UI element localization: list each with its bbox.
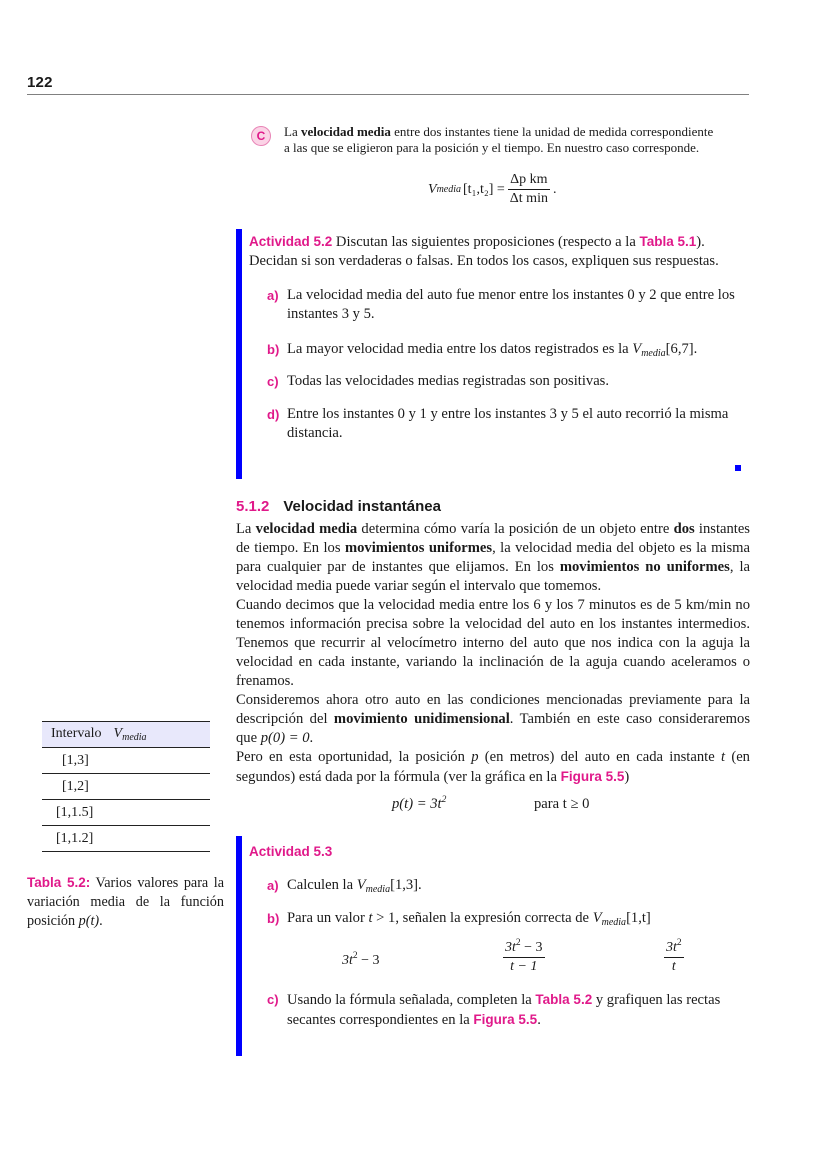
formula-condition: para t ≥ 0: [534, 796, 590, 812]
table-row: [1,2]: [42, 774, 210, 800]
activity-5-2-bar: [236, 229, 242, 479]
table-row: [1,1.5]: [42, 800, 210, 826]
position-formula: $p(t) = 3t^2$: [392, 795, 447, 812]
note-text: La velocidad media entre dos instantes tiene la unidad de medida correspondiente a las que se eligieron para la posición y el tiempo. En nuestro caso corresponde.: [284, 124, 714, 155]
section-paragraph-3: Consideremos ahora otro auto en las condiciones mencionadas previamente para la descripción del movimiento unidimensional. También en este caso consideraremos que p(0) = 0.: [236, 692, 750, 746]
table-row: [1,1.2]: [42, 826, 210, 852]
activity-5-2-item-b: b) La mayor velocidad media entre los datos registrados es la $V_{media}[6,7]$.: [267, 341, 698, 359]
activity-5-3-item-b: b) Para un valor t > 1, señalen la expresión correcta de $V_{media}[1,t]$: [267, 910, 651, 928]
activity-5-2-item-a: a) La velocidad media del auto fue menor entre los instantes 0 y 2 que entre los instantes 3 y 5.: [267, 287, 735, 322]
table-5-2: [42, 721, 210, 852]
header-rule: [27, 94, 749, 95]
header-intervalo: Intervalo $V_{media}$: [42, 722, 210, 748]
table-header-row: [42, 722, 210, 748]
note-c-icon: C: [251, 126, 271, 146]
table-5-2-caption: Tabla 5.2: Varios valores para la variación media de la función posición p(t).: [27, 875, 224, 929]
tabla-5-1-link[interactable]: Tabla 5.1: [639, 234, 697, 249]
activity-5-3-title: Actividad 5.3: [249, 844, 333, 859]
option-expression-3: $\frac{3t^2}{t}$: [666, 938, 682, 974]
section-heading: 5.1.2 Velocidad instantánea: [236, 498, 441, 515]
activity-5-2-item-d: d) Entre los instantes 0 y 1 y entre los instantes 3 y 5 el auto recorrió la misma distancia.: [267, 406, 729, 441]
option-expression-2: $\frac{3t^2 - 3}{t - 1}$: [505, 938, 543, 974]
tabla-5-2-link[interactable]: Tabla 5.2: [535, 992, 593, 1007]
figura-5-5-link[interactable]: Figura 5.5: [560, 769, 625, 784]
activity-5-3-bar: [236, 836, 242, 1056]
section-paragraph-1: La velocidad media determina cómo varía la posición de un objeto entre dos instantes de tiempo. En los movimientos uniformes, la velocidad media del objeto es la misma para cualquier par de instantes que elijamos. En los movimientos no uniformes, la velocidad media puede variar según el intervalo que tomemos.: [236, 521, 750, 594]
activity-5-3-item-c: c) Usando la fórmula señalada, completen la Tabla 5.2 y grafiquen las rectas secantes correspondientes en la Figura 5.5.: [267, 992, 721, 1028]
activity-5-2-intro: Actividad 5.2 Discutan las siguientes proposiciones (respecto a la Tabla 5.1). Decidan si son verdaderas o falsas. En todos los casos, expliquen sus respuestas.: [249, 234, 719, 269]
end-of-activity-mark: [735, 465, 741, 471]
note-formula: V media [t₁,t₂] = $\frac{\text{Δp km}}{\text{Δt min}}$ .: [428, 172, 557, 206]
table-row: [1,3]: [42, 748, 210, 774]
section-paragraph-4: Pero en esta oportunidad, la posición p (en metros) del auto en cada instante t (en segundos) está dada por la fórmula (ver la gráfica en la Figura 5.5): [236, 749, 750, 785]
activity-5-2-item-c: c) Todas las velocidades medias registradas son positivas.: [267, 373, 609, 389]
figura-5-5-link-2[interactable]: Figura 5.5: [473, 1012, 538, 1027]
section-paragraph-2: Cuando decimos que la velocidad media entre los 6 y los 7 minutos es de 5 km/min no tenemos información precisa sobre la velocidad del auto en los instantes intermedios. Tenemos que recurrir al velocímetro interno del auto que nos indica con la aguja la velocidad en cada instante, variando la inclinación de la aguja cuando aceleramos o frenamos.: [236, 597, 750, 689]
activity-5-3-item-a: a) Calculen la $V_{media}[1,3]$.: [267, 877, 422, 895]
option-expression-1: $3t^2 - 3$: [342, 951, 380, 968]
page-number: 122: [27, 74, 53, 91]
